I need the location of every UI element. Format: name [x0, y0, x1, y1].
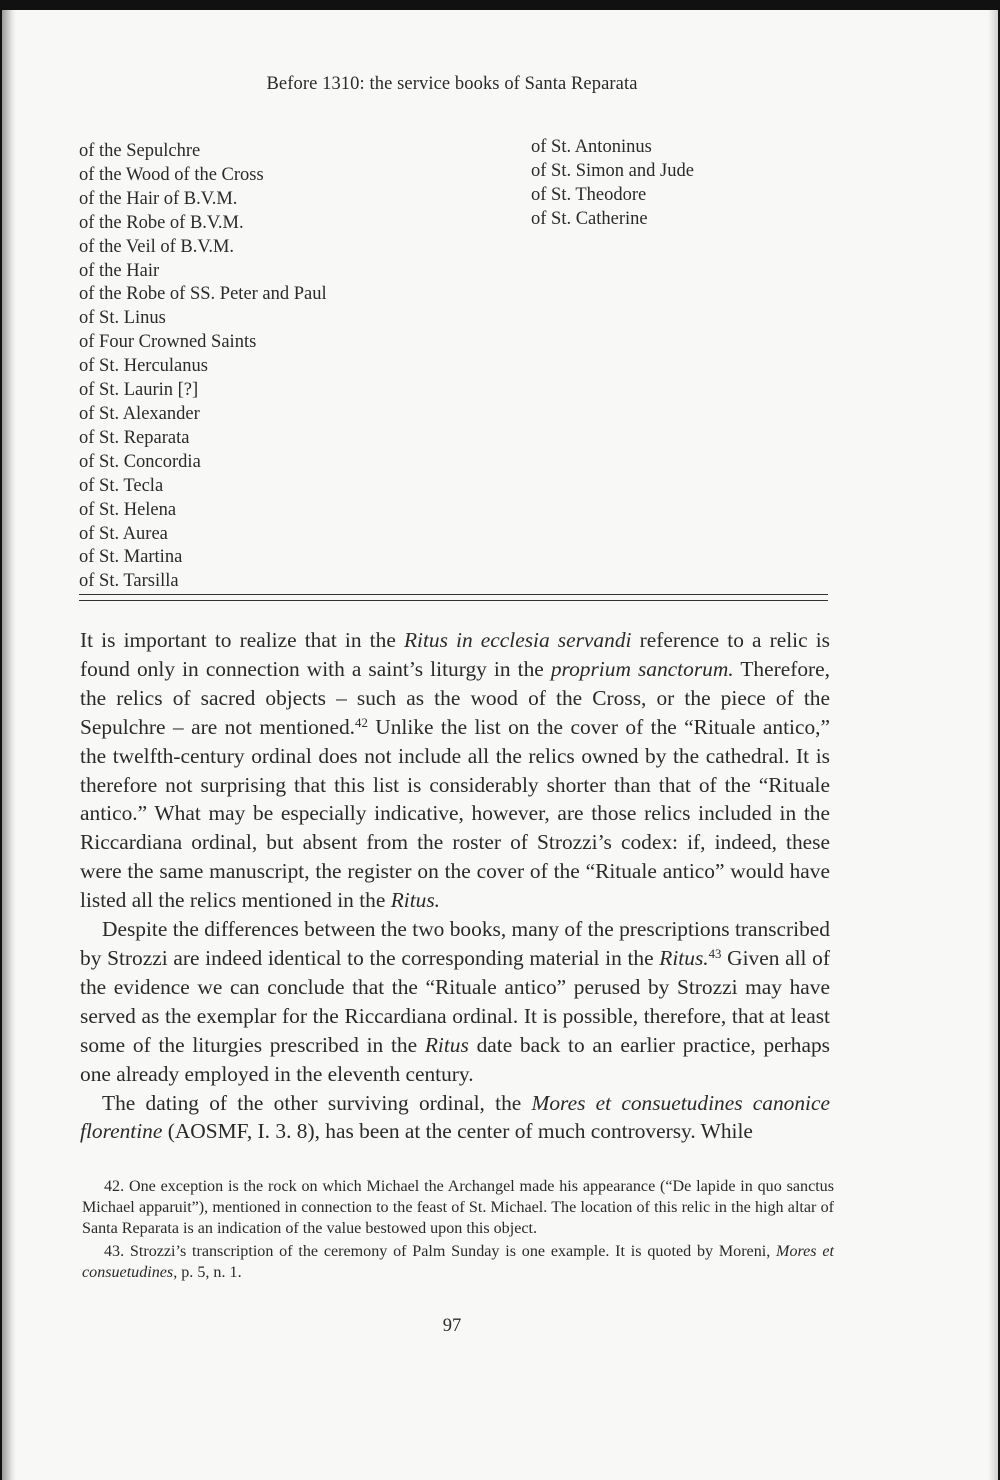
- list-item: of St. Tecla: [79, 475, 164, 496]
- page-number: 97: [442, 1316, 462, 1336]
- list-item: of St. Reparata: [79, 427, 190, 448]
- running-head: Before 1310: the service books of Santa Reparata: [266, 74, 638, 94]
- list-item: of the Veil of B.V.M.: [79, 236, 235, 257]
- body-text: [80, 626, 830, 1146]
- list-item: of St. Antoninus: [531, 137, 652, 157]
- list-item: of Four Crowned Saints: [79, 332, 257, 353]
- list-item: of St. Tarsilla: [79, 571, 179, 592]
- list-item: of St. Herculanus: [79, 356, 208, 377]
- list-item: of the Robe of B.V.M.: [79, 212, 244, 233]
- footnote-ref-42[interactable]: 42: [355, 715, 368, 730]
- footnotes: [82, 1176, 834, 1285]
- list-item: of the Hair of B.V.M.: [79, 188, 238, 209]
- list-item: of St. Theodore: [531, 184, 647, 205]
- list-item: of the Sepulchre: [79, 141, 201, 161]
- footnote-ref-43[interactable]: 43: [708, 946, 722, 961]
- table-end-rule: [79, 600, 828, 601]
- list-item: of St. Helena: [79, 499, 177, 520]
- footnote-43: 43. Strozzi’s transcription of the ceremony of Palm Sunday is one example. It is quoted by Moreni, Mores et consuetudines, p. 5, n. 1.: [82, 1243, 834, 1281]
- book-page: [2, 10, 998, 1480]
- list-item: of St. Catherine: [531, 208, 648, 229]
- list-item: of St. Linus: [79, 308, 166, 329]
- page-edge-shadow: [988, 10, 998, 1480]
- table-end-rule: [79, 594, 828, 595]
- list-item: of the Hair: [79, 260, 160, 281]
- list-item: of the Robe of SS. Peter and Paul: [79, 284, 327, 305]
- relic-list-right: [531, 136, 694, 232]
- relic-list-left: [79, 140, 327, 594]
- paragraph: It is important to realize that in the Ritus in ecclesia servandi reference to a relic is found only in connection with a saint’s liturgy in the proprium sanctorum. Therefore, the relics of sacred objects – such as the wood of the Cross, or the piece of the Sepulchre – are not mentioned.$^{42}$ Unlike the list on the cover of the “Rituale antico,” the twelfth-century ordinal does not include all the relics owned by the cathedral. It is therefore not surprising that this list is considerably shorter than that of the “Rituale antico.” What may be especially indicative, however, are those relics included in the Riccardiana ordinal, but absent from the roster of Strozzi’s codex: if, indeed, these were the same manuscript, the register on the cover of the “Rituale antico” would have listed all the relics mentioned in the Ritus.: [80, 628, 831, 913]
- list-item: of the Wood of the Cross: [79, 164, 264, 185]
- paragraph: Despite the differences between the two books, many of the prescriptions transcribed by Strozzi are indeed identical to the corresponding material in the Ritus.$^{43}$ Given all of the evidence we can conclude that the “Rituale antico” perused by Strozzi may have served as the exemplar for the Riccardiana ordinal. It is possible, therefore, that at least some of the liturgies prescribed in the Ritus date back to an earlier practice, perhaps one already employed in the eleventh century.: [80, 917, 830, 1086]
- list-item: of St. Martina: [79, 547, 183, 568]
- list-item: of St. Concordia: [79, 451, 201, 472]
- list-item: of St. Alexander: [79, 403, 200, 424]
- list-item: of St. Simon and Jude: [531, 160, 694, 181]
- footnote-42: 42. One exception is the rock on which Michael the Archangel made his appearance (“De lapide in quo sanctus Michael apparuit”), mentioned in connection to the feast of St. Michael. The location of this relic in the high altar of Santa Reparata is an indication of the value bestowed upon this object.: [82, 1178, 834, 1237]
- list-item: of St. Laurin [?]: [79, 380, 199, 401]
- spine-shadow: [2, 10, 16, 1480]
- paragraph: The dating of the other surviving ordinal, the Mores et consuetudines canonice florentine (AOSMF, I. 3. 8), has been at the center of much controversy. While: [80, 1090, 830, 1144]
- list-item: of St. Aurea: [79, 523, 168, 544]
